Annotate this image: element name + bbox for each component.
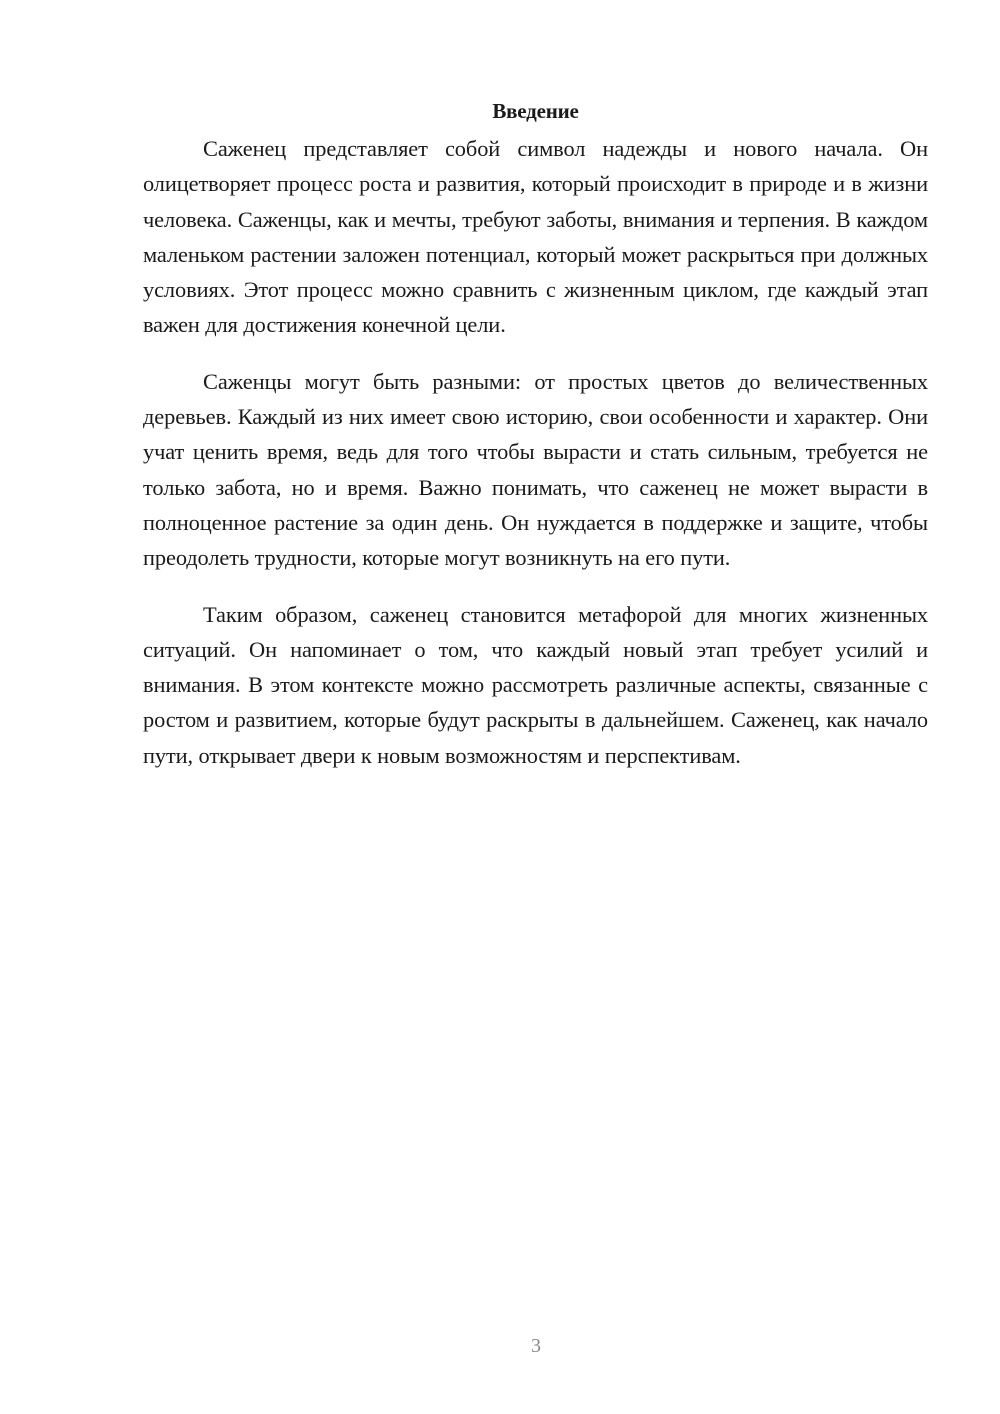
paragraph-2: Саженцы могут быть разными: от простых цветов до величественных деревьев. Каждый из них имеет свою историю, свои особенности и характер. Они учат ценить время, ведь для того чтобы вырасти и стать сильным, требуется не только забота, но и время. Важно понимать, что саженец не может вырасти в полноценное растение за один день. Он нуждается в поддержке и защите, чтобы преодолеть трудности, которые могут возникнуть на его пути. [143, 368, 928, 571]
section-heading: Введение [492, 99, 579, 123]
page-number: 3 [531, 1335, 541, 1357]
paragraph-1: Саженец представляет собой символ надежды и нового начала. Он олицетворяет процесс роста и развития, который происходит в природе и в жизни человека. Саженцы, как и мечты, требуют заботы, внимания и терпения. В каждом маленьком растении заложен потенциал, который может раскрыться при должных условиях. Этот процесс можно сравнить с жизненным циклом, где каждый этап важен для достижения конечной цели. [143, 136, 928, 338]
paragraph-3: Таким образом, саженец становится метафорой для многих жизненных ситуаций. Он напоминает о том, что каждый новый этап требует усилий и внимания. В этом контексте можно рассмотреть различные аспекты, связанные с ростом и развитием, которые будут раскрыты в дальнейшем. Саженец, как начало пути, открывает двери к новым возможностям и перспективам. [143, 601, 928, 768]
page-content [143, 93, 928, 794]
